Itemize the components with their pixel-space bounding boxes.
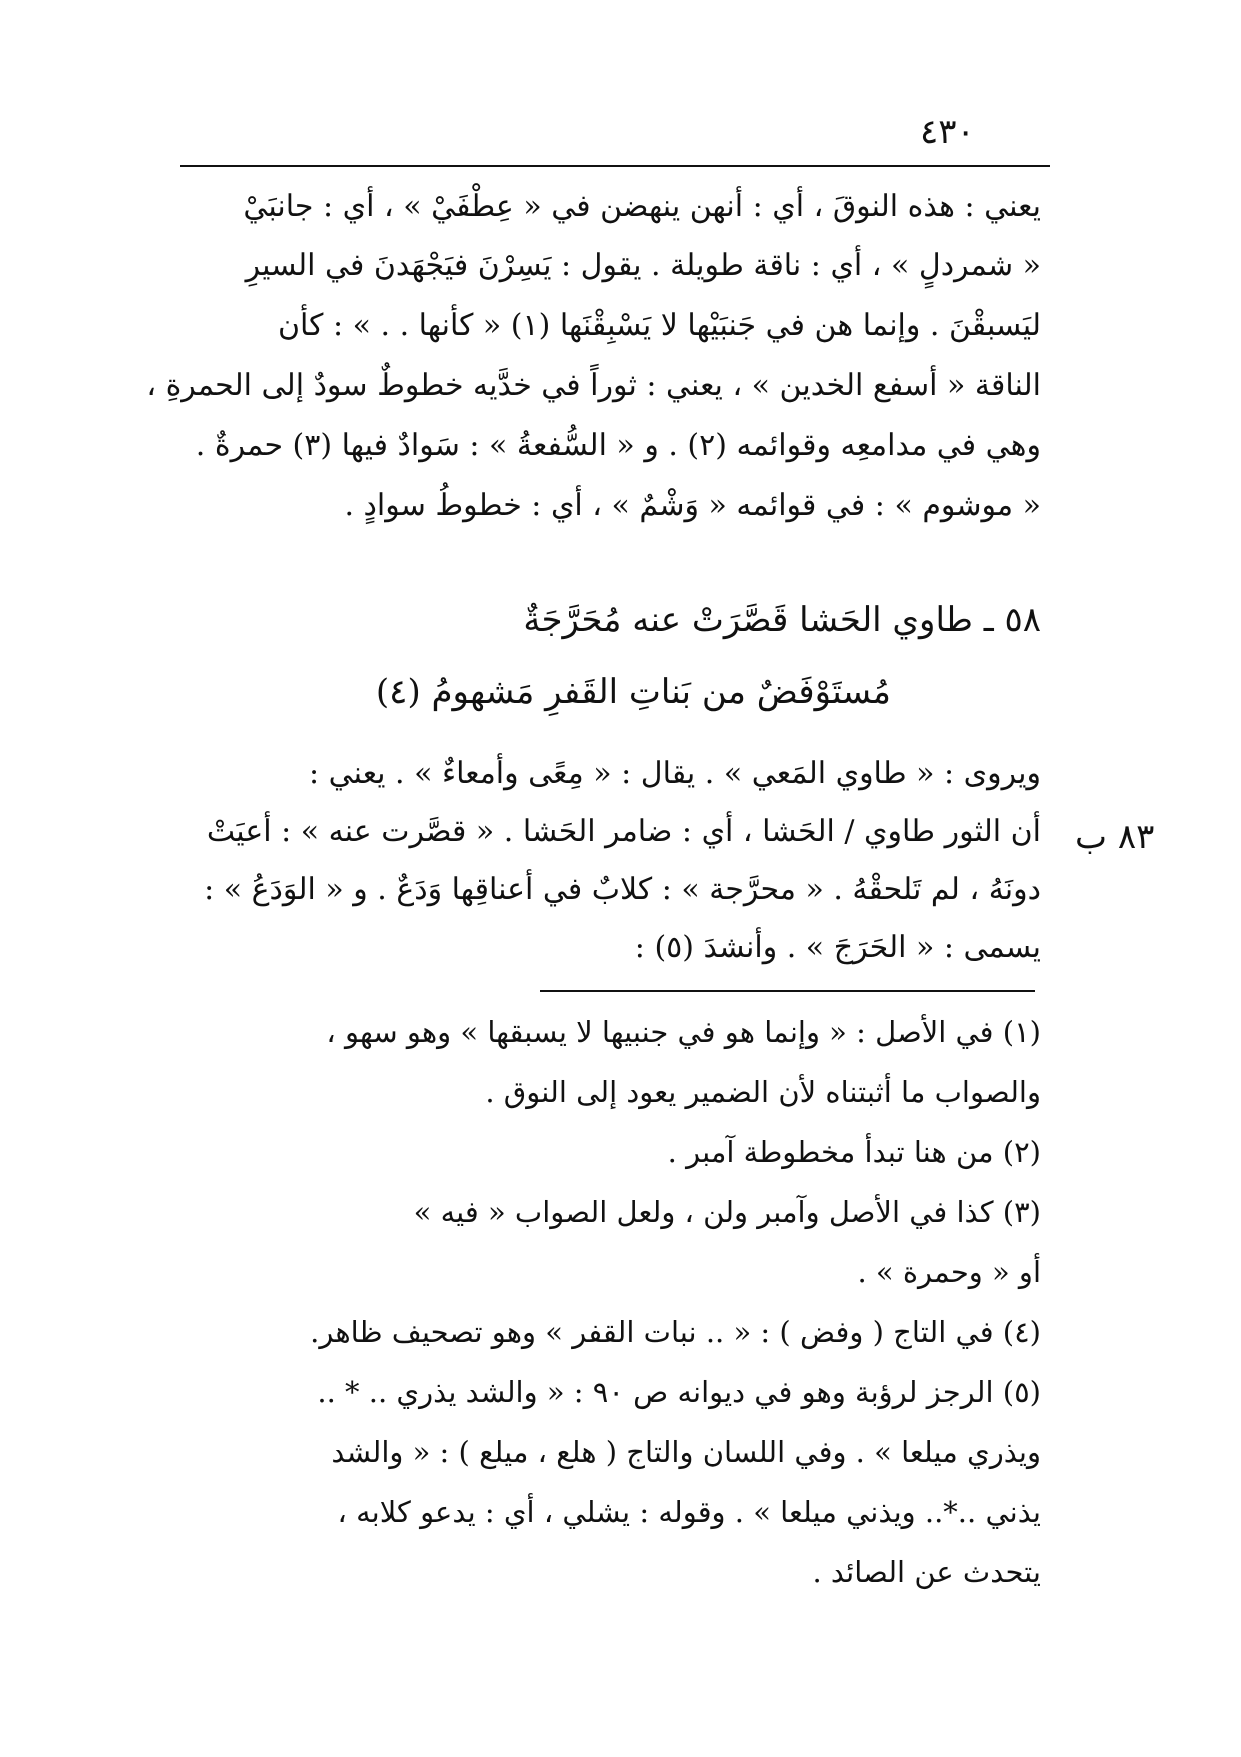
body-line-1: يعني : هذه النوقَ ، أي : أنهن ينهضن في « عِطْفَيْ » ، أي : جانبَيْ [243, 189, 1041, 224]
footnote-5-line-4: يتحدث عن الصائد . [812, 1555, 1041, 1589]
footnote-5-line-1: (٥) الرجز لرؤبة وهو في ديوانه ص ٩٠ : « والشد يذري .. * .. [317, 1375, 1041, 1409]
body-line-3: ليَسبقْنَ . وإنما هن في جَنبَيْها لا يَسْبِقْنَها (١) « كأنها . . » : كأن [277, 308, 1041, 343]
body-line-7: ويروى : « طاوي المَعي » . يقال : « مِعًى وأمعاءٌ » . يعني : [309, 756, 1041, 791]
header-rule [180, 165, 1050, 167]
footnote-5-line-3: يذني ..*.. ويذني ميلعا » . وقوله : يشلي ، أي : يدعو كلابه ، [337, 1495, 1041, 1529]
footnote-3-line-1: (٣) كذا في الأصل وآمبر ولن ، ولعل الصواب « فيه » [413, 1195, 1041, 1229]
body-line-2: « شمردلٍ » ، أي : ناقة طويلة . يقول : يَسِرْنَ فيَجْهَدنَ في السيرِ [245, 248, 1041, 283]
footnote-2: (٢) من هنا تبدأ مخطوطة آمبر . [667, 1135, 1041, 1169]
footnote-5-line-2: ويذري ميلعا » . وفي اللسان والتاج ( هلع ، ميلع ) : « والشد [331, 1435, 1041, 1469]
margin-folio-marker: ٨٣ ب [1075, 817, 1155, 857]
body-line-10: يسمى : « الحَرَجَ » . وأنشدَ (٥) : [634, 930, 1041, 965]
footnote-1-line-2: والصواب ما أثبتناه لأن الضمير يعود إلى النوق . [485, 1075, 1041, 1109]
page-number: ٤٣٠ [920, 112, 975, 152]
footnote-3-line-2: أو « وحمرة » . [857, 1255, 1041, 1289]
footnote-1-line-1: (١) في الأصل : « وإنما هو في جنبيها لا يسبقها » وهو سهو ، [326, 1015, 1041, 1049]
verse-second-hemistich: مُستَوْفَضٌ من بَناتِ القَفرِ مَشهومُ (٤) [375, 672, 891, 712]
body-line-9: دونَهُ ، لم تَلحقْهُ . « محرَّجة » : كلابٌ في أعناقِها وَدَعٌ . و « الوَدَعُ » : [204, 872, 1041, 907]
body-line-8: أن الثور طاوي / الحَشا ، أي : ضامر الحَشا . « قصَّرت عنه » : أعيَتْ [206, 814, 1041, 849]
body-line-6: « موشوم » : في قوائمه « وَشْمٌ » ، أي : خطوطُ سوادٍ . [344, 488, 1041, 523]
footnote-separator [540, 990, 1035, 992]
footnote-4: (٤) في التاج ( وفض ) : « .. نبات القفر » وهو تصحيف ظاهر. [310, 1315, 1041, 1349]
body-line-5: وهي في مدامعِه وقوائمه (٢) . و « السُّفعةُ » : سَوادٌ فيها (٣) حمرةٌ . [195, 428, 1041, 463]
verse-first-hemistich: ٥٨ ـ طاوي الحَشا قَصَّرَتْ عنه مُحَرَّجَةٌ [523, 600, 1041, 640]
body-line-4: الناقة « أسفع الخدين » ، يعني : ثوراً في خدَّيه خطوطٌ سودٌ إلى الحمرةِ ، [146, 368, 1041, 403]
